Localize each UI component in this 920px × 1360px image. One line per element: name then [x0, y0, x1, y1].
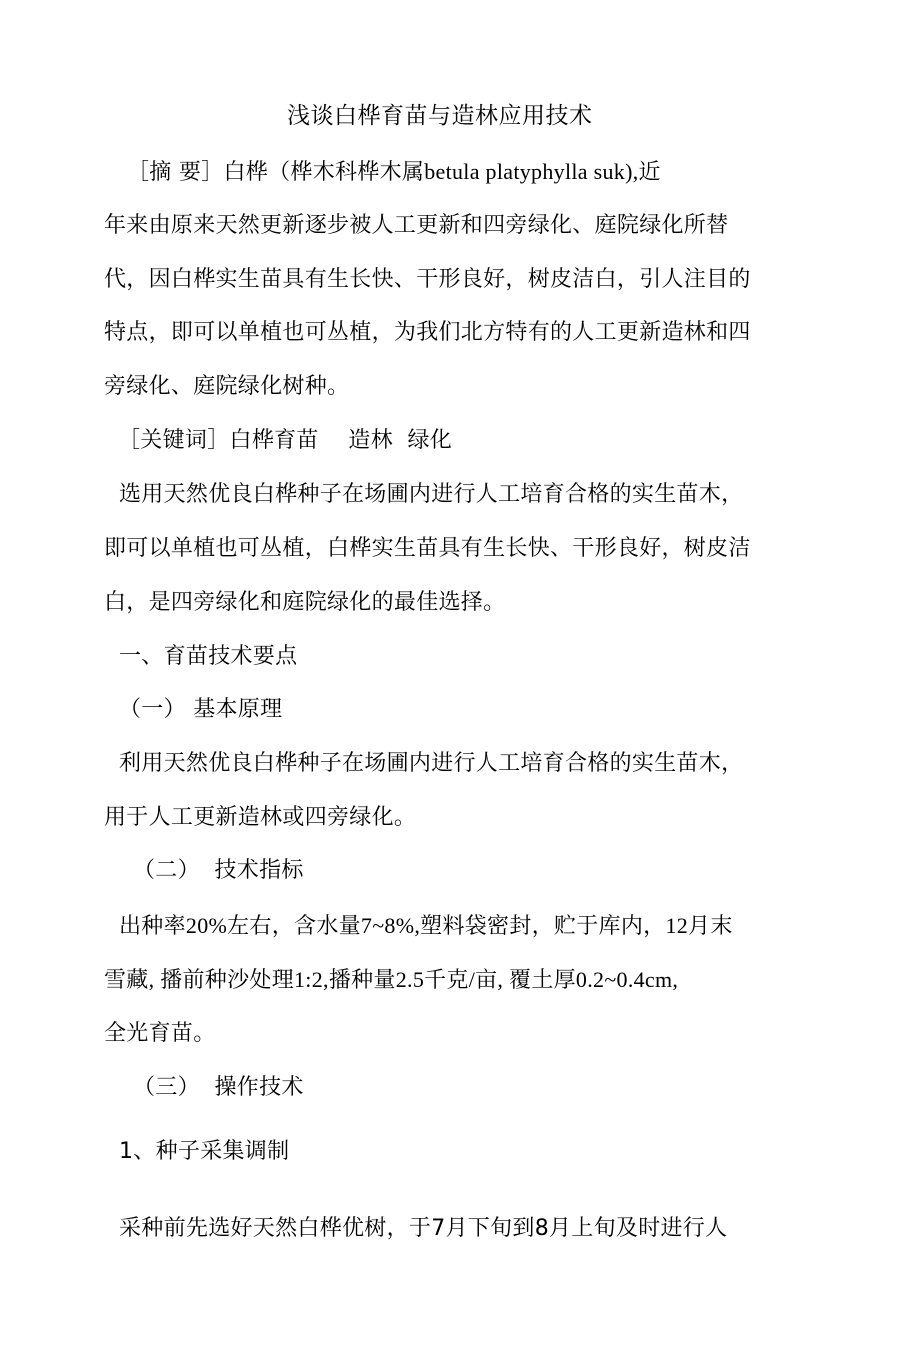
body-line: 用于人工更新造林或四旁绿化。 [104, 805, 417, 830]
body-line: 雪藏, 播前种沙处理1:2,播种量2.5千克/亩, 覆土厚0.2~0.4cm, [104, 967, 679, 992]
abstract-first-line [127, 157, 661, 188]
body-line: 利用天然优良白桦种子在场圃内进行人工培育合格的实生苗木， [119, 751, 744, 776]
subsection-heading: （一） 基本原理 [119, 697, 283, 722]
keywords-label: ［关键词］ [118, 428, 230, 453]
item-heading: 1、种子采集调制 [119, 1139, 290, 1164]
subsection-heading: （三） 操作技术 [133, 1075, 304, 1100]
intro-line: 白，是四旁绿化和庭院绿化的最佳选择。 [104, 590, 506, 615]
intro-line: 即可以单植也可丛植，白桦实生苗具有生长快、干形良好，树皮洁 [104, 536, 751, 561]
abstract-line: 白桦（桦木科桦木属betula platyphylla suk),近 [223, 159, 661, 184]
keywords-line [118, 426, 452, 456]
document-title: 浅谈白桦育苗与造林应用技术 [287, 103, 593, 129]
body-line: 全光育苗。 [104, 1021, 216, 1046]
abstract-line: 特点，即可以单植也可丛植，为我们北方特有的人工更新造林和四 [104, 320, 751, 345]
abstract-label: ［摘 要］ [127, 160, 224, 185]
keywords-text: 白桦育苗 造林 绿化 [229, 428, 453, 453]
body-line: 出种率20%左右，含水量7~8%,塑料袋密封，贮于库内，12月末 [119, 913, 733, 938]
abstract-line: 旁绿化、庭院绿化树种。 [104, 374, 350, 399]
section-heading: 一、育苗技术要点 [119, 644, 298, 669]
subsection-heading: （二） 技术指标 [133, 858, 304, 883]
body-line: 采种前先选好天然白桦优树，于7月下旬到8月上旬及时进行人 [119, 1216, 728, 1241]
abstract-line: 代，因白桦实生苗具有生长快、干形良好，树皮洁白，引人注目的 [104, 267, 751, 292]
abstract-line: 年来由原来天然更新逐步被人工更新和四旁绿化、庭院绿化所替 [104, 213, 729, 238]
intro-line: 选用天然优良白桦种子在场圃内进行人工培育合格的实生苗木， [119, 482, 744, 507]
